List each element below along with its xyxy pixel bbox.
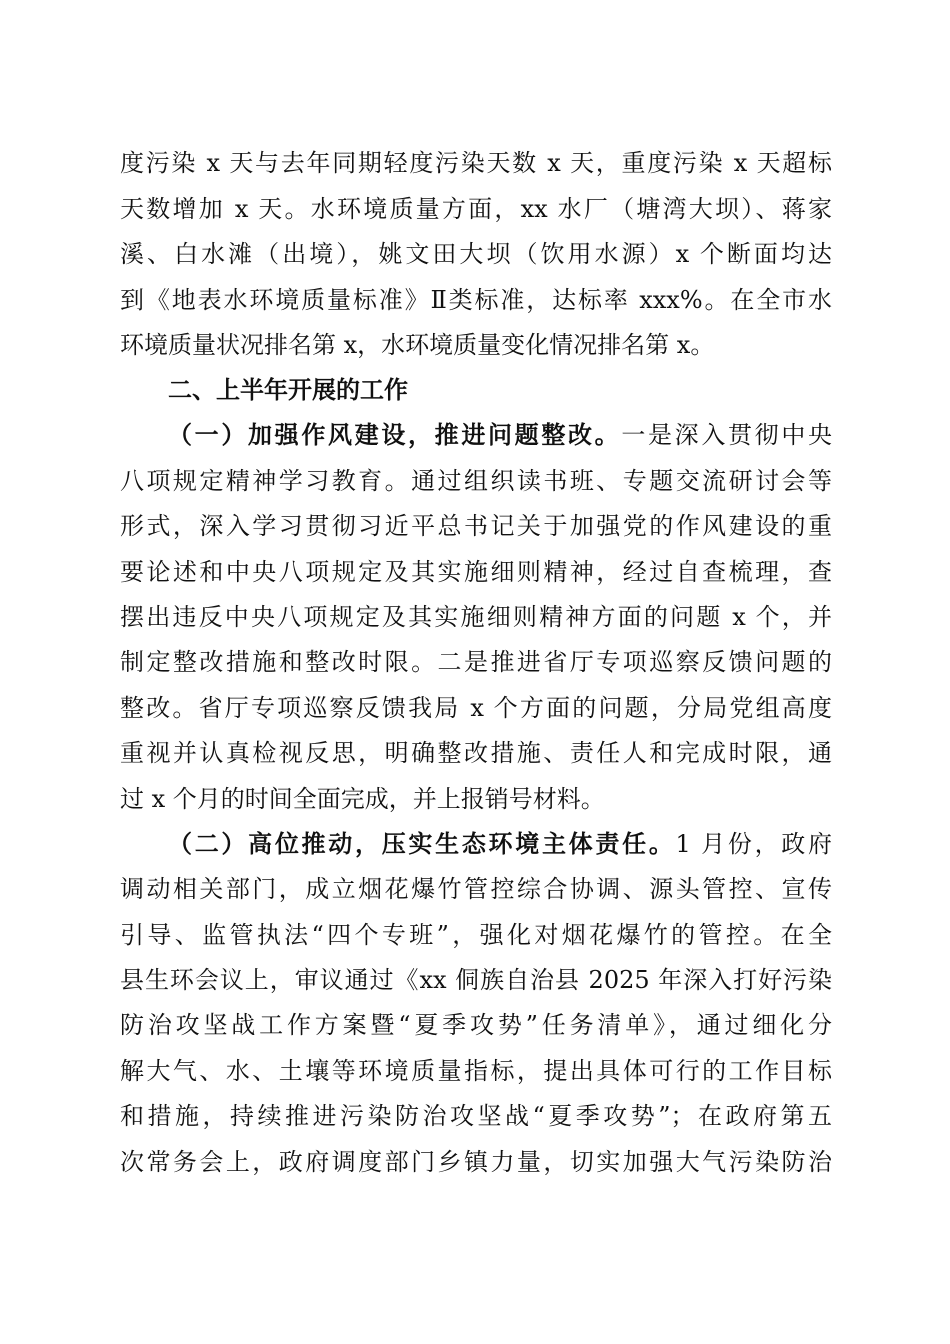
paragraph-line: 八项规定精神学习教育。通过组织读书班、专题交流研讨会等 <box>120 467 832 495</box>
paragraph-line: 形式，深入学习贯彻习近平总书记关于加强党的作风建设的重 <box>120 512 832 540</box>
subsection-heading: （一）加强作风建设，推进问题整改。 <box>168 420 622 449</box>
paragraph-text: 一是深入贯彻中央 <box>621 421 832 449</box>
paragraph-text: 1 月份，政府 <box>675 830 832 858</box>
paragraph-line: 重视并认真检视反思，明确整改措施、责任人和完成时限，通 <box>120 739 832 767</box>
paragraph-line: 过 x 个月的时间全面完成，并上报销号材料。 <box>120 785 605 813</box>
paragraph-line: 整改。省厅专项巡察反馈我局 x 个方面的问题，分局党组高度 <box>120 694 832 722</box>
paragraph-line: 次常务会上，政府调度部门乡镇力量，切实加强大气污染防治 <box>120 1148 832 1176</box>
paragraph-line: 和措施，持续推进污染防治攻坚战“夏季攻势”；在政府第五 <box>120 1102 832 1130</box>
paragraph-line: 摆出违反中央八项规定及其实施细则精神方面的问题 x 个，并 <box>120 603 832 631</box>
paragraph-line: 溪、白水滩（出境），姚文田大坝（饮用水源）x 个断面均达 <box>120 240 832 268</box>
paragraph-line: 解大气、水、土壤等环境质量指标，提出具体可行的工作目标 <box>120 1057 832 1085</box>
paragraph-line: 度污染 x 天与去年同期轻度污染天数 x 天，重度污染 x 天超标 <box>120 149 832 177</box>
paragraph-line: 天数增加 x 天。水环境质量方面，xx 水厂（塘湾大坝）、蒋家 <box>120 195 832 223</box>
paragraph-line: 引导、监管执法“四个专班”，强化对烟花爆竹的管控。在全 <box>120 921 832 949</box>
paragraph-line: 制定整改措施和整改时限。二是推进省厅专项巡察反馈问题的 <box>120 648 832 676</box>
paragraph-line: 要论述和中央八项规定及其实施细则精神，经过自查梳理，查 <box>120 558 832 586</box>
paragraph-line <box>168 824 832 864</box>
paragraph-line: 县生环会议上，审议通过《xx 侗族自治县 2025 年深入打好污染 <box>120 966 832 994</box>
paragraph-line: 环境质量状况排名第 x，水环境质量变化情况排名第 x。 <box>120 331 715 359</box>
paragraph-line: 调动相关部门，成立烟花爆竹管控综合协调、源头管控、宣传 <box>120 875 832 903</box>
paragraph-line <box>168 415 832 455</box>
paragraph-line: 防治攻坚战工作方案暨“夏季攻势”任务清单》，通过细化分 <box>120 1011 832 1039</box>
subsection-heading: （二）高位推动，压实生态环境主体责任。 <box>168 829 676 858</box>
paragraph-line: 到《地表水环境质量标准》Ⅱ类标准，达标率 xxx%。在全市水 <box>120 286 832 314</box>
section-heading: 二、上半年开展的工作 <box>168 376 408 404</box>
